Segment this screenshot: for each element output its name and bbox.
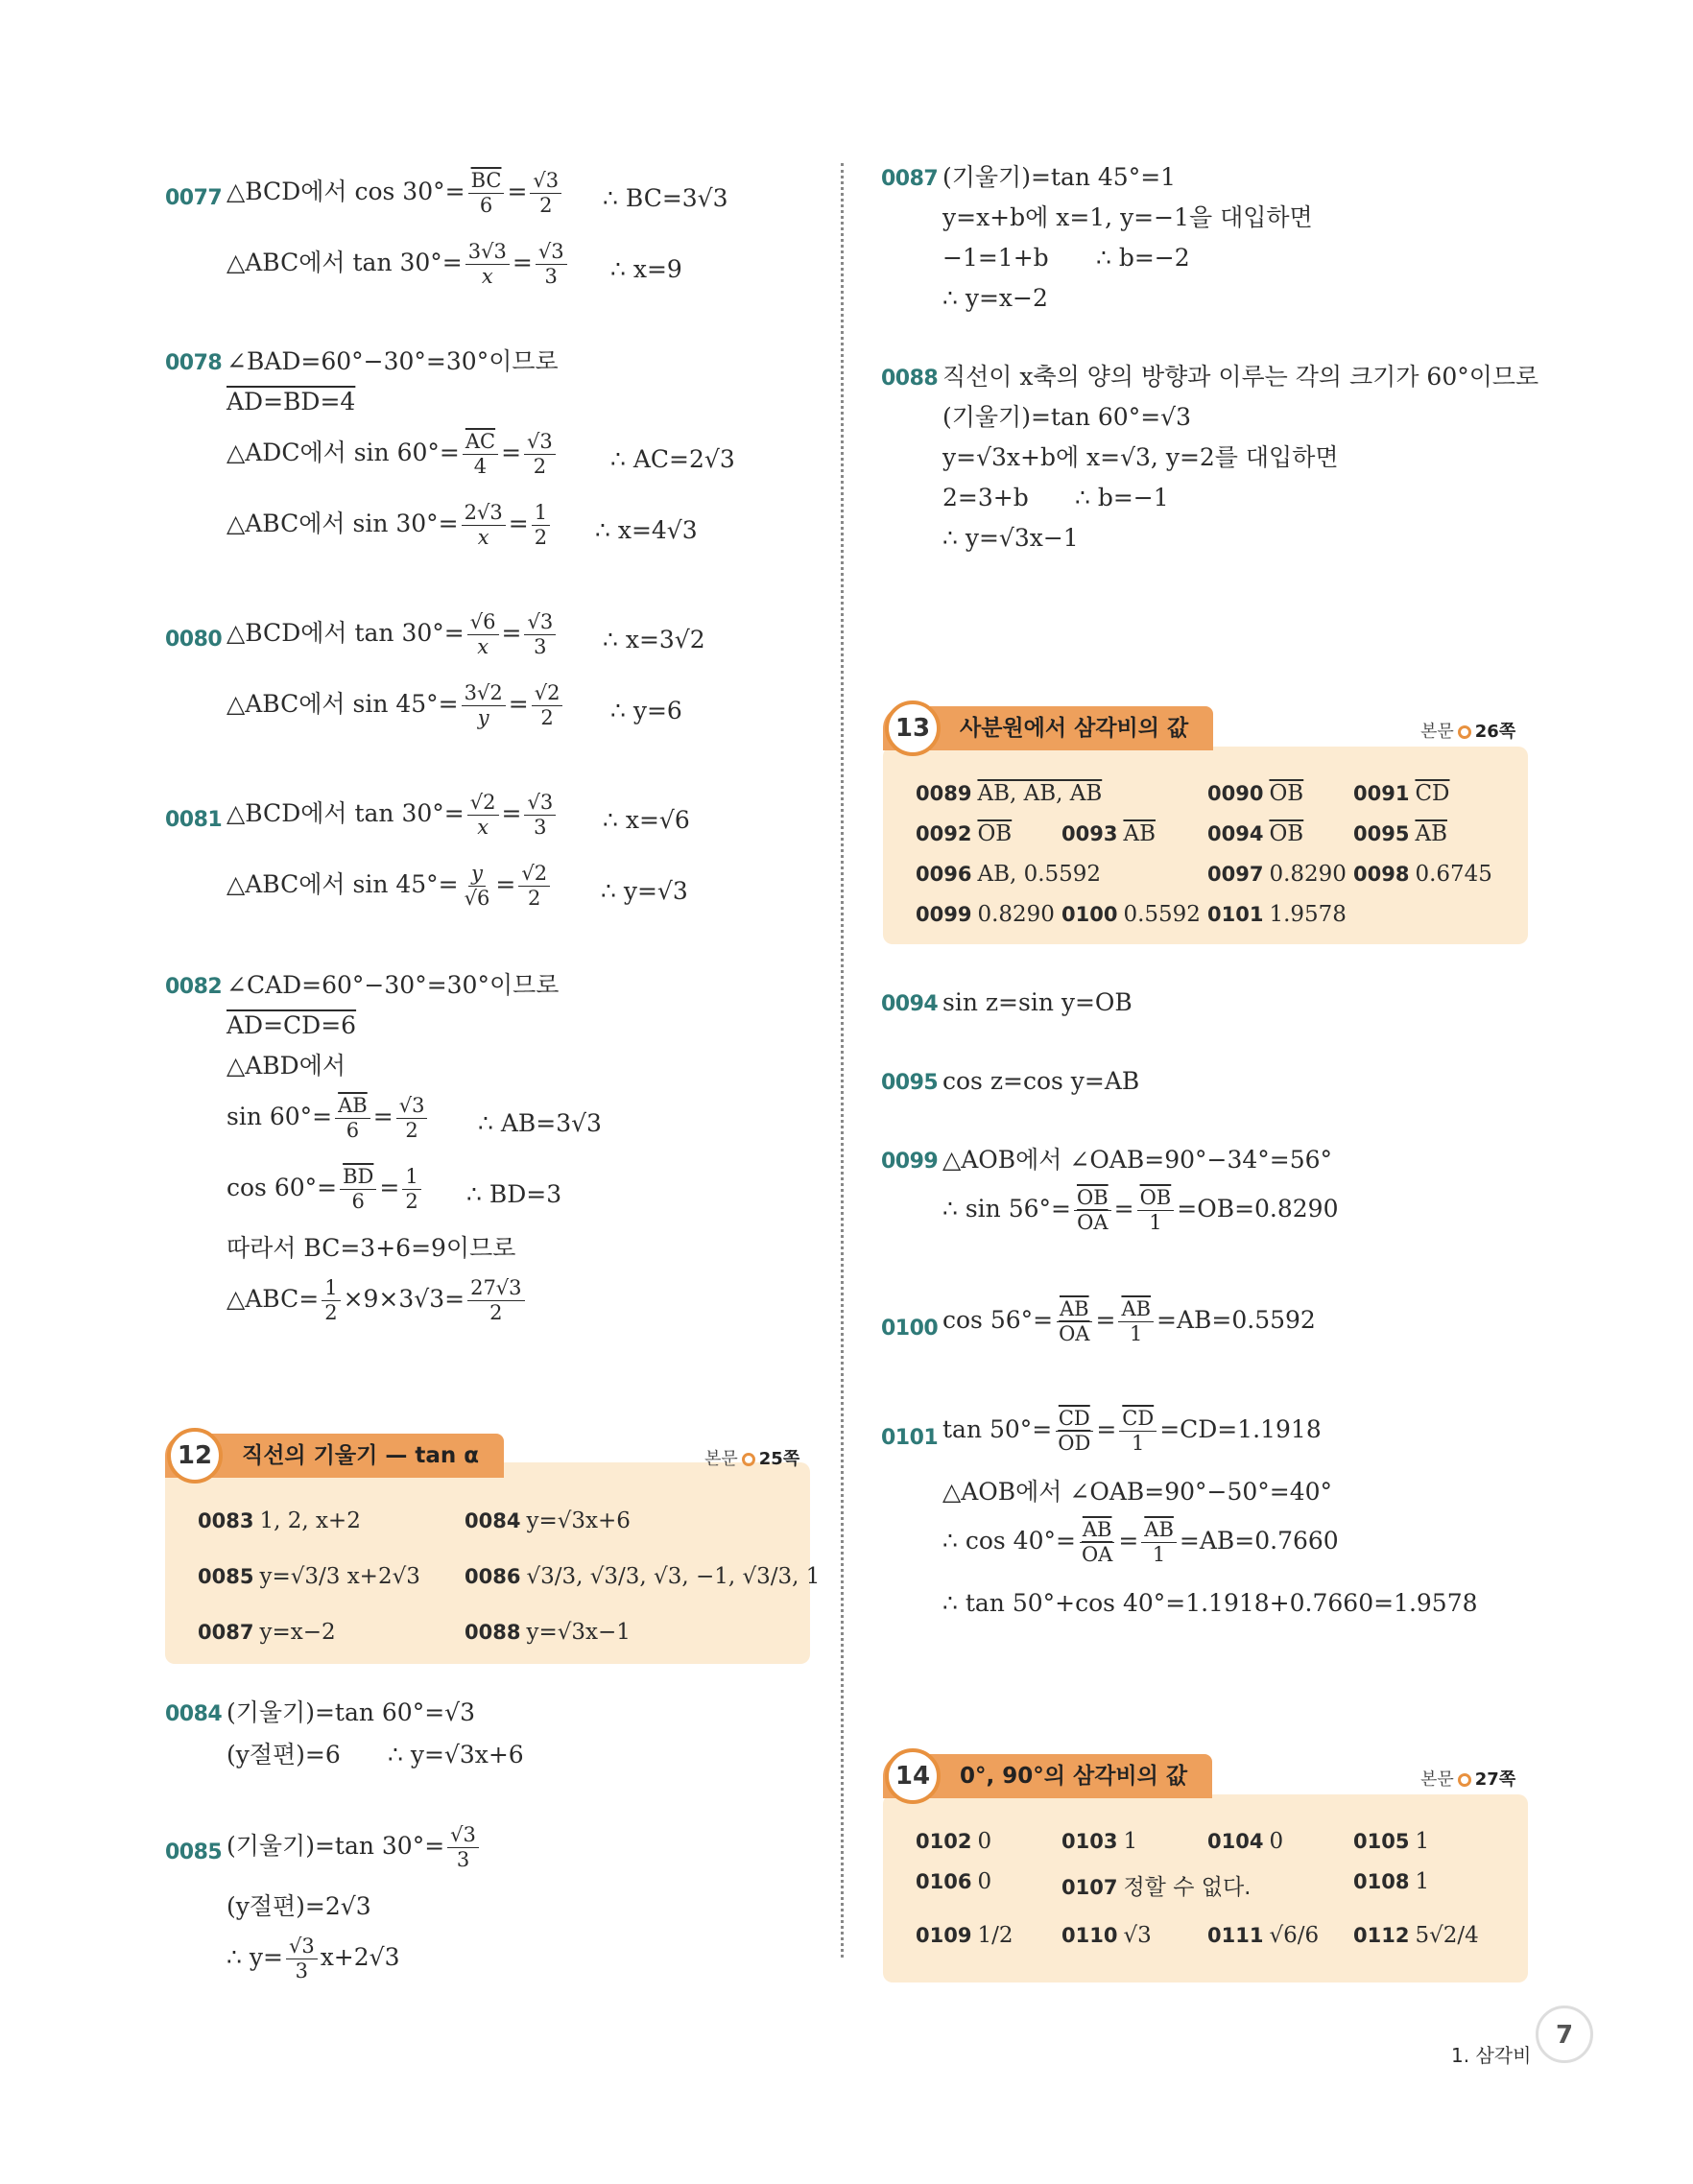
equation-line: (기울기)=tan 30°= $\frac{√3}{3}$ (227, 1823, 482, 1872)
answer-item: 0103 1 (1061, 1829, 1138, 1854)
answer-item: 0085 y=√3/3 x+2√3 (198, 1564, 420, 1589)
equation-line: AD=BD=4 (227, 388, 356, 415)
equation-line: (기울기)=tan 60°=√3 (942, 403, 1191, 431)
column-divider (841, 163, 844, 1958)
equation-line: ∴ sin 56°= $\frac{\overline{OB}}{OA}$ = $\frac{\overline{OB}}{1}$ =OB=0.8290 (942, 1186, 1339, 1234)
equation-line: AD=CD=6 (227, 1011, 357, 1039)
problem-number: 0081 (165, 808, 223, 832)
section-number: 14 (885, 1748, 941, 1804)
conclusion: ∴ y=√3x+6 (388, 1741, 524, 1769)
answer-item: 0083 1, 2, x+2 (198, 1508, 361, 1533)
answer-item: 0088 y=√3x−1 (465, 1620, 631, 1645)
conclusion: ∴ AB=3√3 (478, 1109, 602, 1137)
arrow-icon (742, 1453, 755, 1466)
equation-line: sin 60°= $\frac{\overline{AB}}{6}$ = $\frac{√3}{2}$ (227, 1094, 430, 1143)
answer-item: 0107 정할 수 없다. (1061, 1875, 1252, 1900)
answer-item: 0090 $\overline{OB}$ (1207, 781, 1304, 806)
equation-line: △AOB에서 ∠OAB=90°−34°=56° (942, 1146, 1333, 1174)
equation-line: △BCD에서 tan 30°= $\frac{√6}{x}$ = $\frac{√3}{3}$ (227, 610, 559, 659)
answer-item: 0086 √3/3, √3/3, √3, −1, √3/3, 1 (465, 1564, 821, 1589)
problem-number: 0099 (881, 1150, 939, 1174)
arrow-icon (1458, 1773, 1471, 1787)
conclusion: ∴ x=9 (610, 255, 682, 283)
equation-line: 직선이 x축의 양의 방향과 이루는 각의 크기가 60°이므로 (942, 363, 1539, 391)
answer-item: 0094 $\overline{OB}$ (1207, 821, 1304, 846)
equation-line: sin z=sin y=OB (942, 988, 1133, 1016)
conclusion: ∴ y=6 (610, 697, 682, 724)
equation-line: △ABC에서 sin 30°= $\frac{2√3}{x}$ = $\frac{1}{2}$ (227, 501, 553, 550)
equation-line: (y절편)=2√3 (227, 1892, 371, 1920)
problem-number: 0101 (881, 1426, 939, 1450)
answer-item: 0105 1 (1353, 1829, 1430, 1854)
section-number: 13 (885, 700, 941, 756)
equation-line: ∴ y=√3x−1 (942, 524, 1079, 552)
equation-line: ∴ y=x−2 (942, 284, 1048, 312)
conclusion: ∴ b=−2 (1096, 244, 1190, 272)
equation-line: cos 60°= $\frac{\overline{BD}}{6}$ = $\frac{1}{2}$ (227, 1165, 424, 1214)
answer-item: 0093 $\overline{AB}$ (1061, 821, 1156, 846)
equation-line: y=x+b에 x=1, y=−1을 대입하면 (942, 203, 1313, 231)
answer-item: 0111 √6/6 (1207, 1923, 1320, 1948)
page-reference: 본문 27쪽 (1420, 1769, 1516, 1790)
equation-line: 2=3+b (942, 484, 1029, 511)
problem-number: 0084 (165, 1702, 223, 1726)
equation-line: cos 56°= $\frac{\overline{AB}}{OA}$ = $\frac{\overline{AB}}{1}$ =AB=0.5592 (942, 1297, 1316, 1345)
problem-number: 0085 (165, 1840, 223, 1864)
equation-line: ∠CAD=60°−30°=30°이므로 (227, 971, 560, 999)
conclusion: ∴ y=√3 (601, 877, 688, 905)
problem-number: 0080 (165, 628, 223, 652)
equation-line: (기울기)=tan 60°=√3 (227, 1698, 475, 1726)
answer-item: 0110 √3 (1061, 1923, 1152, 1948)
chapter-label: 1. 삼각비 (1451, 2044, 1532, 2067)
answer-item: 0097 0.8290 (1207, 862, 1347, 887)
equation-line: cos z=cos y=AB (942, 1067, 1140, 1095)
equation-line: ∴ cos 40°= $\frac{\overline{AB}}{OA}$ = $\frac{\overline{AB}}{1}$ =AB=0.7660 (942, 1518, 1339, 1566)
equation-line: △BCD에서 tan 30°= $\frac{√2}{x}$ = $\frac{√3}{3}$ (227, 791, 559, 840)
equation-line: △ABC에서 tan 30°= $\frac{3√3}{x}$ = $\frac{√3}{3}$ (227, 240, 570, 289)
problem-number: 0088 (881, 367, 939, 391)
equation-line: tan 50°= $\frac{\overline{CD}}{OD}$ = $\frac{\overline{CD}}{1}$ =CD=1.1918 (942, 1407, 1322, 1455)
section-title: 사분원에서 삼각비의 값 (883, 706, 1213, 750)
problem-number: 0094 (881, 992, 939, 1016)
section-title: 직선의 기울기 — tan α (165, 1434, 504, 1478)
equation-line: △ABC= $\frac{1}{2}$ ×9×3√3= $\frac{27√3}{2}$ (227, 1276, 528, 1325)
conclusion: ∴ x=√6 (603, 806, 690, 834)
conclusion: ∴ BC=3√3 (603, 184, 728, 212)
conclusion: ∴ BD=3 (466, 1180, 562, 1208)
page-reference: 본문 26쪽 (1420, 722, 1516, 742)
page-number: 7 (1536, 2006, 1593, 2063)
problem-number: 0078 (165, 351, 223, 375)
equation-line: △AOB에서 ∠OAB=90°−50°=40° (942, 1478, 1333, 1506)
page-reference: 본문 25쪽 (704, 1449, 800, 1469)
problem-number: 0077 (165, 186, 223, 210)
equation-line: △BCD에서 cos 30°= $\frac{\overline{BC}}{6}$ = $\frac{√3}{2}$ (227, 169, 564, 218)
equation-line: ∠BAD=60°−30°=30°이므로 (227, 347, 559, 375)
arrow-icon (1458, 725, 1471, 739)
answer-item: 0112 5√2/4 (1353, 1923, 1479, 1948)
answer-item: 0096 AB, 0.5592 (916, 862, 1102, 887)
answer-item: 0099 0.8290 (916, 902, 1055, 927)
answer-item: 0102 0 (916, 1829, 992, 1854)
answer-item: 0109 1/2 (916, 1923, 1013, 1948)
answer-item: 0087 y=x−2 (198, 1620, 336, 1645)
equation-line: △ABD에서 (227, 1052, 346, 1080)
equation-line: −1=1+b (942, 244, 1049, 272)
equation-line: (y절편)=6 (227, 1741, 341, 1769)
answer-item: 0089 AB, AB, AB (916, 781, 1103, 806)
equation-line: 따라서 BC=3+6=9이므로 (227, 1234, 516, 1262)
answer-item: 0108 1 (1353, 1869, 1430, 1894)
equation-line: ∴ y= $\frac{√3}{3}$ x+2√3 (227, 1935, 400, 1982)
conclusion: ∴ x=3√2 (603, 626, 705, 653)
problem-number: 0087 (881, 167, 939, 191)
answer-item: 0098 0.6745 (1353, 862, 1492, 887)
equation-line: △ABC에서 sin 45°= $\frac{3√2}{y}$ = $\frac{√2}{2}$ (227, 681, 565, 730)
equation-line: △ADC에서 sin 60°= $\frac{\overline{AC}}{4}$ = $\frac{√3}{2}$ (227, 430, 559, 479)
conclusion: ∴ b=−1 (1075, 484, 1169, 511)
conclusion: ∴ AC=2√3 (610, 445, 735, 473)
problem-number: 0082 (165, 975, 223, 999)
equation-line: y=√3x+b에 x=√3, y=2를 대입하면 (942, 443, 1339, 471)
section-number: 12 (167, 1428, 223, 1484)
answer-item: 0095 $\overline{AB}$ (1353, 821, 1447, 846)
conclusion: ∴ x=4√3 (595, 516, 698, 544)
problem-number: 0100 (881, 1317, 939, 1341)
section-title: 0°, 90°의 삼각비의 값 (883, 1754, 1212, 1798)
answer-item: 0100 0.5592 (1061, 902, 1201, 927)
answer-item: 0106 0 (916, 1869, 992, 1894)
answer-item: 0101 1.9578 (1207, 902, 1347, 927)
answer-item: 0084 y=√3x+6 (465, 1508, 631, 1533)
answer-item: 0104 0 (1207, 1829, 1284, 1854)
equation-line: △ABC에서 sin 45°= $\frac{y}{√6}$ = $\frac{√2}{2}$ (227, 862, 553, 911)
equation-line: (기울기)=tan 45°=1 (942, 163, 1177, 191)
answer-item: 0091 $\overline{CD}$ (1353, 781, 1450, 806)
answer-item: 0092 $\overline{OB}$ (916, 821, 1013, 846)
equation-line: ∴ tan 50°+cos 40°=1.1918+0.7660=1.9578 (942, 1589, 1478, 1617)
problem-number: 0095 (881, 1071, 939, 1095)
